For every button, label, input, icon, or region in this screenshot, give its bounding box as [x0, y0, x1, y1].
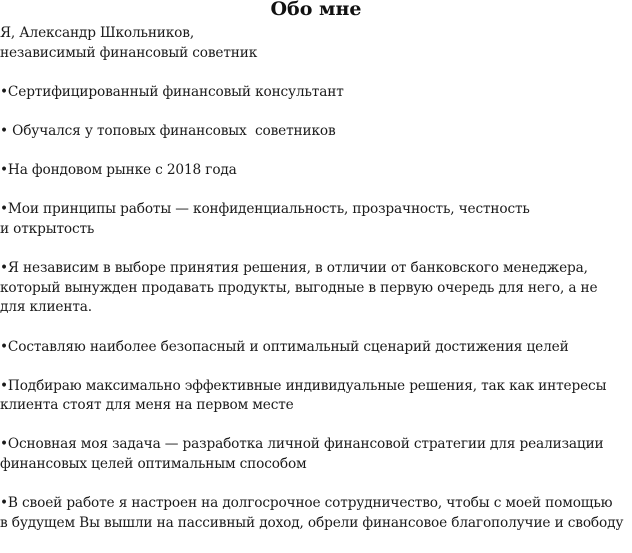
list-item: • Обучался у топовых финансовых советников: [0, 122, 336, 139]
about-content: [0, 24, 632, 553]
list-item: •Составляю наиболее безопасный и оптимальный сценарий достижения целей: [0, 338, 569, 355]
page-title: Обо мне: [270, 0, 362, 20]
list-item: •В своей работе я настроен на долгосрочное сотрудничество, чтобы с моей помощью в будущем Вы вышли на пассивный доход, обрели финансовое благополучие и свободу: [0, 495, 624, 531]
list-item: •Я независим в выборе принятия решения, в отличии от банковского менеджера, который вынужден продавать продукты, выгодные в первую очередь для него, а не для клиента.: [0, 260, 598, 316]
list-item: •Основная моя задача — разработка личной финансовой стратегии для реализации финансовых целей оптимальным способом: [0, 436, 604, 473]
list-item: •Сертифицированный финансовый консультант: [0, 83, 344, 100]
list-item: •Мои принципы работы — конфиденциальность, прозрачность, честность и открытость: [0, 201, 530, 237]
intro-text: Я, Александр Школьников, независимый финансовый советник: [0, 25, 258, 61]
list-item: •Подбираю максимально эффективные индивидуальные решения, так как интересы клиента стоят для меня на первом месте: [0, 377, 607, 414]
list-item: •На фондовом рынке с 2018 года: [0, 162, 237, 179]
